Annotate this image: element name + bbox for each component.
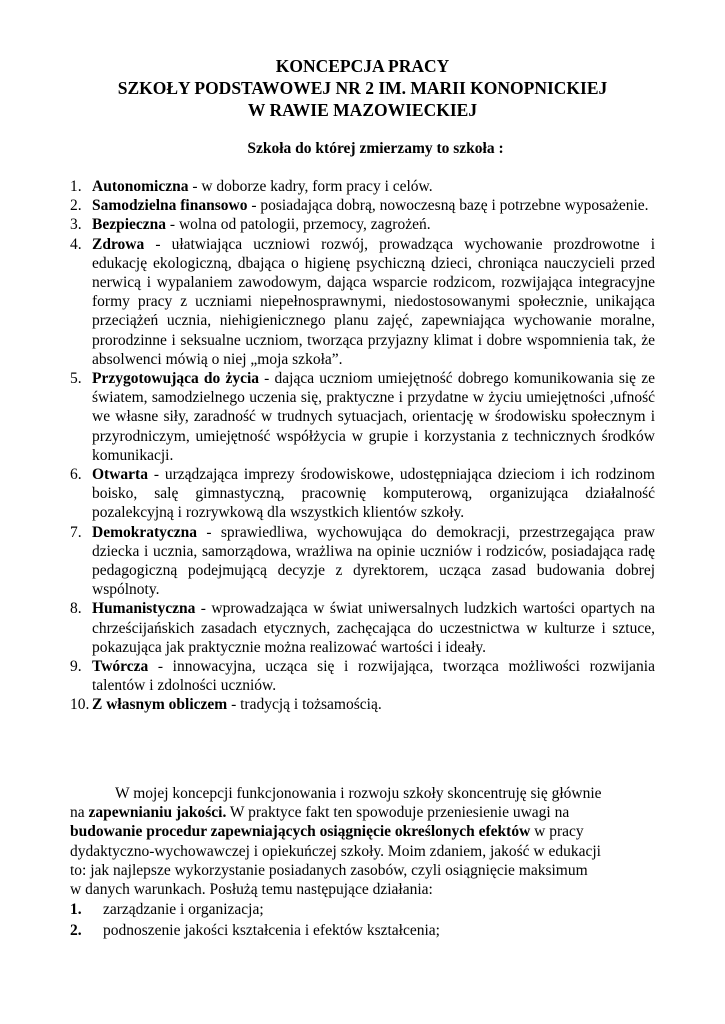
item-label: Zdrowa bbox=[92, 235, 145, 253]
action-text: podnoszenie jakości kształcenia i efektów kształcenia; bbox=[103, 922, 440, 939]
item-text: - sprawiedliwa, wychowująca do demokracji, przestrzegająca praw dziecka i ucznia, samorządowa, wrażliwa na opinie uczniów i rodziców, posiadająca radę pedagogiczną podejmującą decyzje z dyrektorem, ucząca zasad budowania dobrej wspólnoty. bbox=[92, 523, 655, 599]
item-label: Humanistyczna bbox=[92, 600, 196, 618]
item-text: - urządzająca imprezy środowiskowe, udostępniająca dzieciom i ich rodzinom boisko, salę gimnastyczną, pracownię komputerową, organizująca działalność pozalekcyjną i rozrywkową dla wszystkich klientów szkoły. bbox=[92, 466, 655, 522]
item-label: Autonomiczna bbox=[92, 178, 189, 195]
list-item bbox=[0, 235, 725, 369]
item-text: - innowacyjna, ucząca się i rozwijająca, tworząca możliwości rozwijania talentów i zdolności uczniów. bbox=[92, 658, 655, 695]
list-item bbox=[0, 196, 725, 215]
paragraph-line: to: jak najlepsze wykorzystanie posiadanych zasobów, czyli osiągnięcie maksimum bbox=[70, 861, 588, 879]
paragraph-text: W praktyce fakt ten spowoduje przeniesienie uwagi na bbox=[226, 804, 570, 822]
paragraph-line: dydaktyczno-wychowawczej i opiekuńczej szkoły. Moim zdaniem, jakość w edukacji bbox=[70, 842, 601, 860]
action-text: zarządzanie i organizacja; bbox=[103, 901, 264, 918]
item-number: 1. bbox=[70, 178, 82, 195]
list-item bbox=[0, 657, 725, 695]
list-item bbox=[0, 695, 725, 714]
item-number: 8. bbox=[70, 600, 82, 618]
title-line-3: W RAWIE MAZOWIECKIEJ bbox=[247, 100, 478, 120]
list-item bbox=[0, 523, 725, 600]
item-number: 5. bbox=[70, 370, 82, 388]
action-number: 1. bbox=[70, 901, 82, 918]
item-label: Samodzielna finansowo bbox=[92, 197, 248, 215]
item-label: Z własnym obliczem bbox=[92, 696, 228, 714]
paragraph-emphasis: budowanie procedur zapewniających osiągnięcie określonych efektów bbox=[70, 823, 531, 841]
concept-paragraph bbox=[70, 784, 660, 899]
paragraph-line: w danych warunkach. Posłużą temu następujące działania: bbox=[70, 881, 433, 899]
item-text: - dająca uczniom umiejętność dobrego komunikowania się ze światem, samodzielnego uczenia się, praktyczne i przydatne w życiu umiejętności ,ufność we własne siły, zaradność w trudnych sytuacjach, orientację w środowisku społecznym i przyrodniczym, umiejętność współżycia w grupie i korzystania z technicznych środków komunikacji. bbox=[92, 370, 655, 464]
item-number: 7. bbox=[70, 523, 82, 541]
item-text: - wprowadzająca w świat uniwersalnych ludzkich wartości opartych na chrześcijańskich zasadach etycznych, zachęcająca do uczestnictwa w kulturze i sztuce, pokazująca jak praktycznie można realizować wartości i ideały. bbox=[92, 600, 655, 656]
list-item bbox=[0, 369, 725, 465]
paragraph-line bbox=[70, 803, 660, 822]
item-number: 6. bbox=[70, 466, 82, 484]
item-label: Otwarta bbox=[92, 466, 148, 484]
item-number: 2. bbox=[70, 197, 82, 215]
document-title bbox=[0, 55, 725, 121]
item-text: - ułatwiająca uczniowi rozwój, prowadząca wychowanie prozdrowotne i edukację ekologiczną, dbająca o higienę psychiczną dzieci, chroniąca nauczycieli przed nerwicą i wypalaniem zawodowym, dająca wsparcie rodzicom, rozwijająca integracyjne formy pracy z uczniami niepełnosprawnymi, niedostosowanymi społecznie, unikająca przeciążeń ucznia, niehigienicznego planu zajęć, zapewniająca wychowanie moralne, prorodzinne i seksualne uczniom, tworząca przyjazny klimat i dobre wspomnienia tak, że absolwenci mówią o niej „moja szkoła”. bbox=[92, 235, 655, 368]
title-line-1: KONCEPCJA PRACY bbox=[275, 56, 450, 76]
item-label: Twórcza bbox=[92, 658, 149, 676]
paragraph-emphasis: zapewnianiu jakości. bbox=[88, 804, 227, 822]
item-text: - wolna od patologii, przemocy, zagrożeń. bbox=[166, 216, 431, 234]
item-text: - w doborze kadry, form pracy i celów. bbox=[188, 178, 433, 195]
paragraph-line bbox=[70, 822, 660, 841]
list-item bbox=[0, 465, 725, 523]
actions-list bbox=[70, 899, 670, 941]
title-line-2: SZKOŁY PODSTAWOWEJ NR 2 IM. MARII KONOPNICKIEJ bbox=[117, 78, 608, 98]
list-item bbox=[70, 899, 670, 920]
list-item bbox=[0, 177, 725, 196]
item-label: Przygotowująca do życia bbox=[92, 370, 260, 388]
item-label: Bezpieczna bbox=[92, 216, 167, 234]
action-number: 2. bbox=[70, 922, 82, 939]
list-item bbox=[70, 920, 670, 941]
paragraph-text: na bbox=[70, 804, 89, 822]
item-number: 9. bbox=[70, 658, 82, 676]
list-item bbox=[0, 599, 725, 657]
item-number: 4. bbox=[70, 235, 82, 253]
list-item bbox=[0, 215, 725, 234]
paragraph-text: w pracy bbox=[530, 823, 584, 841]
item-number: 3. bbox=[70, 216, 82, 234]
item-number: 10. bbox=[70, 696, 90, 714]
subtitle: Szkoła do której zmierzamy to szkoła : bbox=[247, 140, 504, 157]
paragraph-line: W mojej koncepcji funkcjonowania i rozwoju szkoły skoncentruję się głównie bbox=[115, 785, 602, 802]
item-text: - tradycją i tożsamością. bbox=[227, 696, 382, 714]
school-traits-list bbox=[0, 177, 725, 715]
item-text: - posiadająca dobrą, nowoczesną bazę i potrzebne wyposażenie. bbox=[247, 197, 649, 215]
item-label: Demokratyczna bbox=[92, 523, 198, 541]
